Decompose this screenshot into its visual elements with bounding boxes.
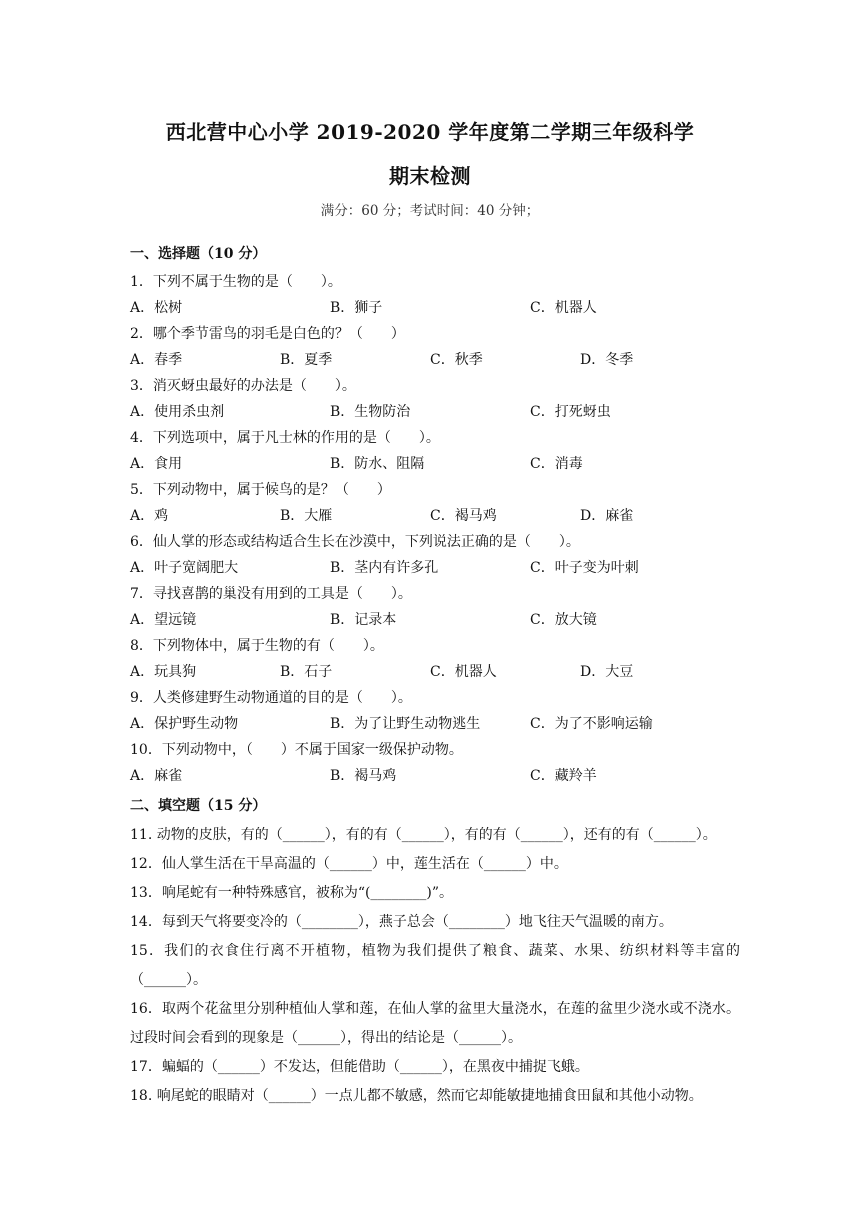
option-c: C．机器人 [530,300,597,316]
exam-subtitle: 期末检测 [389,164,471,188]
question-text: 6．仙人掌的形态或结构适合生长在沙漠中，下列说法正确的是（ ）。 [130,534,580,550]
exam-meta: 满分：60 分；考试时间：40 分钟； [320,203,540,219]
question-text: 10．下列动物中，（ ）不属于国家一级保护动物。 [130,742,463,758]
fill-item-13: 13．响尾蛇有一种特殊感官，被称为“(________)”。 [130,885,454,901]
question-options [130,295,740,321]
option-c: C．秋季 [430,352,483,368]
question-options [130,763,740,789]
question-6 [130,529,740,581]
option-a: A．望远镜 [130,612,197,628]
question-text: 8．下列物体中，属于生物的有（ ）。 [130,638,384,654]
option-c: C．褐马鸡 [430,508,497,524]
option-a: A．保护野生动物 [130,716,239,732]
exam-title: 西北营中心小学 2019-2020 学年度第二学期三年级科学 [165,120,695,144]
question-options [130,711,740,737]
option-b: B．石子 [280,664,333,680]
question-2 [130,321,740,373]
question-10 [130,737,740,789]
question-options [130,659,740,685]
question-text: 9．人类修建野生动物通道的目的是（ ）。 [130,690,412,706]
section-heading-choice: 一、选择题（10 分） [130,246,267,262]
option-c: C．为了不影响运输 [530,716,653,732]
question-5 [130,477,740,529]
option-c: C．藏羚羊 [530,768,597,784]
option-a: A．使用杀虫剂 [130,404,225,420]
section-heading-fill: 二、填空题（15 分） [130,798,267,814]
option-a: A．玩具狗 [130,664,197,680]
option-c: C．放大镜 [530,612,597,628]
question-text: 4．下列选项中，属于凡士林的作用的是（ ）。 [130,430,440,446]
option-b: B．生物防治 [330,404,411,420]
option-c: C．消毒 [530,456,583,472]
option-c: C．机器人 [430,664,497,680]
question-text: 5．下列动物中，属于候鸟的是？（ ） [130,482,391,498]
fill-item-14: 14．每到天气将要变冷的（________），燕子总会（________）地飞往天气温暖的南方。 [130,914,673,930]
question-7 [130,581,740,633]
option-b: B．记录本 [330,612,397,628]
option-b: B．为了让野生动物逃生 [330,716,481,732]
question-options [130,451,740,477]
option-c: C．打死蚜虫 [530,404,611,420]
option-a: A．食用 [130,456,183,472]
option-a: A．叶子宽阔肥大 [130,560,239,576]
question-text: 7．寻找喜鹊的巢没有用到的工具是（ ）。 [130,586,412,602]
fill-item-12: 12．仙人掌生活在干旱高温的（______）中，莲生活在（______）中。 [130,856,568,872]
option-a: A．麻雀 [130,768,183,784]
question-options [130,607,740,633]
question-options [130,347,740,373]
option-a: A．松树 [130,300,183,316]
question-text: 2．哪个季节雷鸟的羽毛是白色的？（ ） [130,326,405,342]
question-text: 3．消灭蚜虫最好的办法是（ ）。 [130,378,356,394]
fill-item-11: 11. 动物的皮肤，有的（______），有的有（______），有的有（______），还有的有（______）。 [130,827,717,843]
option-b: B．夏季 [280,352,333,368]
question-options [130,503,740,529]
option-b: B．褐马鸡 [330,768,397,784]
question-options [130,399,740,425]
fill-item-16: 16．取两个花盆里分别种植仙人掌和莲，在仙人掌的盆里大量浇水，在莲的盆里少浇水或不浇水。过段时间会看到的现象是（______），得出的结论是（______）。 [130,1001,740,1046]
question-9 [130,685,740,737]
question-text: 1．下列不属于生物的是（ ）。 [130,274,342,290]
question-1 [130,269,740,321]
option-b: B．大雁 [280,508,333,524]
question-8 [130,633,740,685]
option-b: B．狮子 [330,300,383,316]
option-b: B．防水、阻隔 [330,456,425,472]
option-d: D．大豆 [580,664,634,680]
option-d: D．冬季 [580,352,634,368]
exam-content [130,243,740,1111]
question-options [130,555,740,581]
fill-item-17: 17．蝙蝠的（______）不发达，但能借助（______），在黑夜中捕捉飞蛾。 [130,1059,589,1075]
option-a: A．鸡 [130,508,169,524]
fill-item-18: 18. 响尾蛇的眼睛对（______）一点儿都不敏感，然而它却能敏捷地捕食田鼠和其他小动物。 [130,1088,703,1104]
question-4 [130,425,740,477]
question-3 [130,373,740,425]
option-b: B．茎内有许多孔 [330,560,439,576]
option-c: C．叶子变为叶刺 [530,560,639,576]
fill-item-15: 15．我们的衣食住行离不开植物，植物为我们提供了粮食、蔬菜、水果、纺织材料等丰富的（______）。 [130,943,740,988]
option-d: D．麻雀 [580,508,634,524]
option-a: A．春季 [130,352,183,368]
